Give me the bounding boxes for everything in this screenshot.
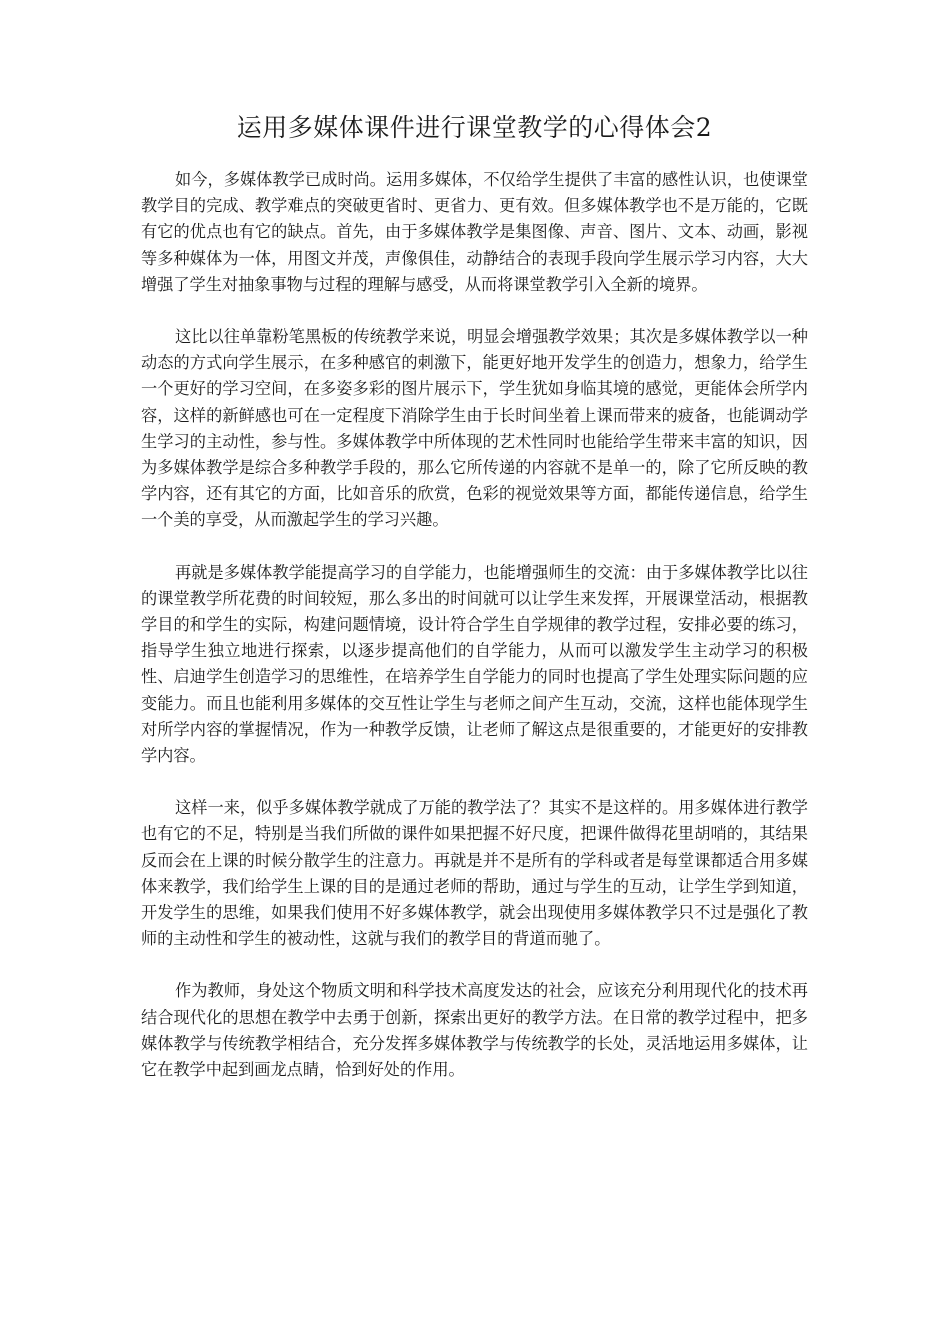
document-title: 运用多媒体课件进行课堂教学的心得体会2 bbox=[236, 113, 713, 142]
paragraph-4: 这样一来，似乎多媒体教学就成了万能的教学法了？其实不是这样的。用多媒体进行教学也有它的不足，特别是当我们所做的课件如果把握不好尺度，把课件做得花里胡哨的，其结果反而会在上课的时候分散学生的注意力。再就是并不是所有的学科或者是每堂课都适合用多媒体来教学，我们给学生上课的目的是通过老师的帮助，通过与学生的互动，让学生学到知道，开发学生的思维，如果我们使用不好多媒体教学，就会出现使用多媒体教学只不过是强化了教师的主动性和学生的被动性，这就与我们的教学目的背道而驰了。 bbox=[141, 798, 808, 949]
paragraph-3: 再就是多媒体教学能提高学习的自学能力，也能增强师生的交流：由于多媒体教学比以往的课堂教学所花费的时间较短，那么多出的时间就可以让学生来发挥，开展课堂活动，根据教学目的和学生的实际，构建问题情境，设计符合学生自学规律的教学过程，安排必要的练习，指导学生独立地进行探索，以逐步提高他们的自学能力，从而可以激发学生主动学习的积极性、启迪学生创造学习的思维性，在培养学生自学能力的同时也提高了学生处理实际问题的应变能力。而且也能利用多媒体的交互性让学生与老师之间产生互动，交流，这样也能体现学生对所学内容的掌握情况，作为一种教学反馈，让老师了解这点是很重要的，才能更好的安排教学内容。 bbox=[141, 562, 808, 766]
paragraph-5: 作为教师，身处这个物质文明和科学技术高度发达的社会，应该充分利用现代化的技术再结合现代化的思想在教学中去勇于创新，探索出更好的教学方法。在日常的教学过程中，把多媒体教学与传统教学相结合，充分发挥多媒体教学与传统教学的长处，灵活地运用多媒体，让它在教学中起到画龙点睛，恰到好处的作用。 bbox=[141, 981, 808, 1080]
paragraph-1: 如今，多媒体教学已成时尚。运用多媒体，不仅给学生提供了丰富的感性认识，也使课堂教学目的完成、教学难点的突破更省时、更省力、更有效。但多媒体教学也不是万能的，它既有它的优点也有它的缺点。首先，由于多媒体教学是集图像、声音、图片、文本、动画，影视等多种媒体为一体，用图文并茂，声像俱佳，动静结合的表现手段向学生展示学习内容，大大增强了学生对抽象事物与过程的理解与感受，从而将课堂教学引入全新的境界。 bbox=[141, 170, 808, 294]
paragraph-2: 这比以往单靠粉笔黑板的传统教学来说，明显会增强教学效果；其次是多媒体教学以一种动态的方式向学生展示，在多种感官的刺激下，能更好地开发学生的创造力，想象力，给学生一个更好的学习空间，在多姿多彩的图片展示下，学生犹如身临其境的感觉，更能体会所学内容，这样的新鲜感也可在一定程度下消除学生由于长时间坐着上课而带来的疲备，也能调动学生学习的主动性，参与性。多媒体教学中所体现的艺术性同时也能给学生带来丰富的知识，因为多媒体教学是综合多种教学手段的，那么它所传递的内容就不是单一的，除了它所反映的教学内容，还有其它的方面，比如音乐的欣赏，色彩的视觉效果等方面，都能传递信息，给学生一个美的享受，从而激起学生的学习兴趣。 bbox=[141, 327, 808, 530]
